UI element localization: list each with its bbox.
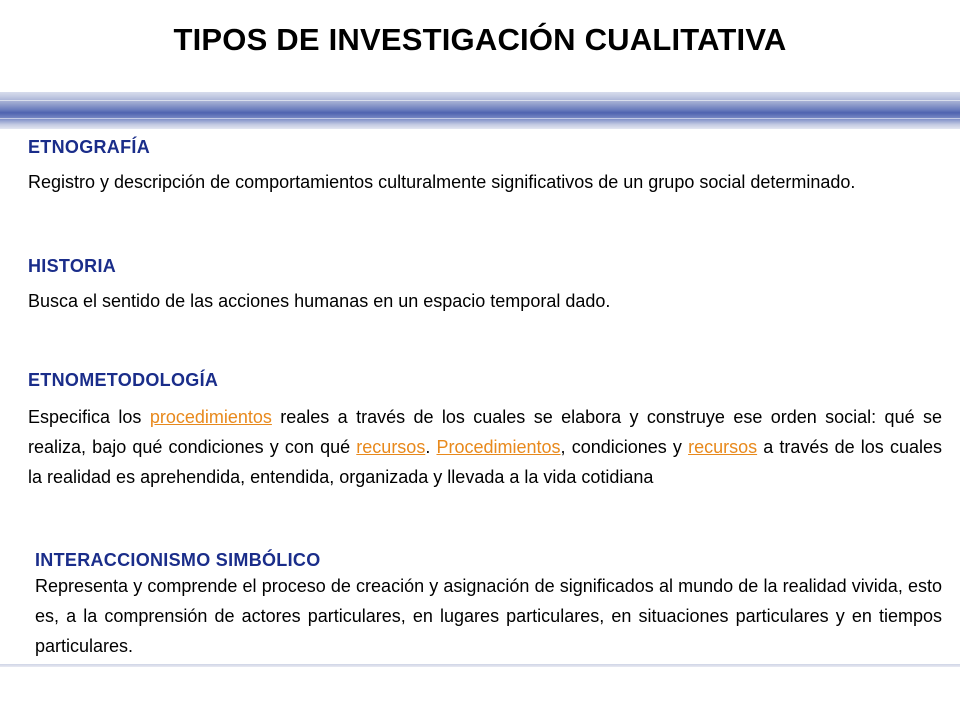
- procedimientos-link-2[interactable]: Procedimientos: [436, 437, 561, 457]
- band-highlight-line: [0, 100, 960, 101]
- historia-heading: HISTORIA: [28, 256, 117, 276]
- etnometodologia-text-part: Especifica los: [28, 407, 150, 427]
- recursos-link[interactable]: recursos: [356, 437, 426, 457]
- etnometodologia-heading: ETNOMETODOLOGÍA: [28, 370, 219, 390]
- section-historia: [28, 256, 942, 316]
- slide-title: TIPOS DE INVESTIGACIÓN CUALITATIVA: [173, 22, 787, 57]
- historia-text: Busca el sentido de las acciones humanas en un espacio temporal dado.: [28, 291, 611, 311]
- section-interaccionismo: [35, 550, 942, 661]
- bottom-divider: [0, 664, 960, 667]
- etnometodologia-text: [28, 402, 942, 492]
- etnografia-heading: ETNOGRAFÍA: [28, 137, 150, 157]
- header-decorative-band: [0, 92, 960, 129]
- etnometodologia-text-part: reales a través de los cuales se elabora y construye ese orden social: qué se realiza, bajo qué condiciones y con qué: [28, 407, 942, 457]
- etnometodologia-text-part: , condiciones y: [560, 437, 689, 457]
- section-etnometodologia: [28, 370, 942, 492]
- interaccionismo-heading: INTERACCIONISMO SIMBÓLICO: [35, 550, 321, 570]
- procedimientos-link[interactable]: procedimientos: [149, 407, 272, 427]
- etnometodologia-text-part: .: [425, 437, 437, 457]
- interaccionismo-text: Representa y comprende el proceso de creación y asignación de significados al mundo de la realidad vivida, esto es, a la comprensión de actores particulares, en lugares particulares, en situaciones particulares y en tiempos particulares.: [35, 576, 942, 656]
- etnografia-text: Registro y descripción de comportamientos culturalmente significativos de un grupo social determinado.: [28, 172, 856, 192]
- section-etnografia: [28, 137, 942, 197]
- recursos-link-2[interactable]: recursos: [688, 437, 758, 457]
- band-highlight-line: [0, 118, 960, 119]
- etnometodologia-text-part: a través de los cuales la realidad es aprehendida, entendida, organizada y llevada a la vida cotidiana: [28, 437, 942, 487]
